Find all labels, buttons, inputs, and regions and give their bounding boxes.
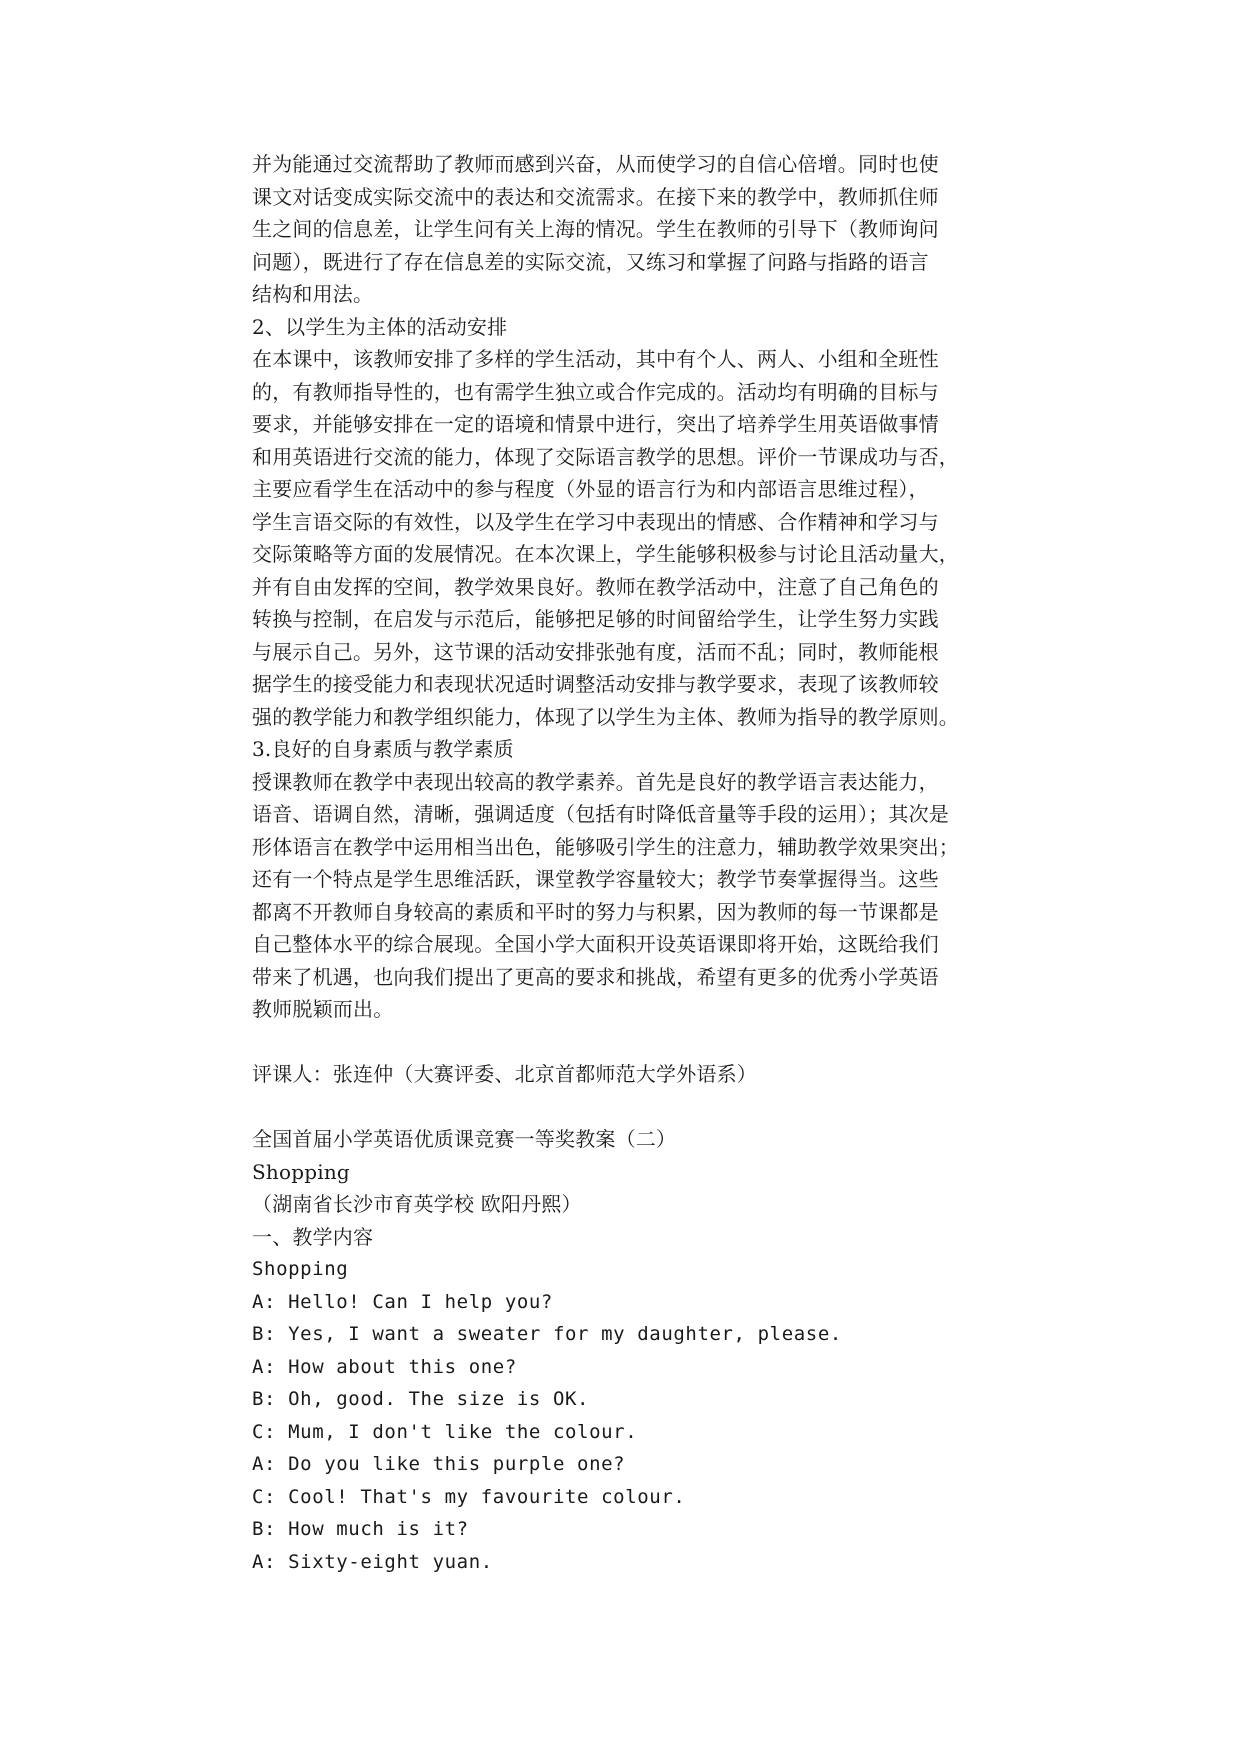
document-page xyxy=(252,148,992,1578)
text-line: 自己整体水平的综合展现。全国小学大面积开设英语课即将开始，这既给我们 xyxy=(252,932,939,956)
dialogue-line: C: Mum, I don't like the colour. xyxy=(252,1420,638,1443)
text-line: 形体语言在教学中运用相当出色，能够吸引学生的注意力，辅助教学效果突出； xyxy=(252,834,959,859)
lesson-title: 全国首届小学英语优质课竞赛一等奖教案（二） xyxy=(252,1127,677,1151)
text-line: 带来了机遇，也向我们提出了更高的要求和挑战，希望有更多的优秀小学英语 xyxy=(252,964,939,989)
section-heading-3: 3.良好的自身素质与教学素质 xyxy=(252,737,514,761)
text-line: 交际策略等方面的发展情况。在本次课上，学生能够积极参与讨论且活动量大， xyxy=(252,542,959,566)
dialogue-line: A: Do you like this purple one? xyxy=(252,1453,626,1475)
review-paragraph-2 xyxy=(252,343,992,733)
text-line: 生之间的信息差，让学生问有关上海的情况。学生在教师的引导下（教师询问 xyxy=(252,217,939,241)
spacer xyxy=(252,1026,992,1059)
text-line: 并有自由发挥的空间，教学效果良好。教师在教学活动中，注意了自己角色的 xyxy=(252,574,939,599)
text-line: 和用英语进行交流的能力，体现了交际语言教学的思想。评价一节课成功与否， xyxy=(252,444,959,469)
text-line: 授课教师在教学中表现出较高的教学素养。首先是良好的教学语言表达能力， xyxy=(252,769,939,794)
spacer xyxy=(252,1091,992,1124)
dialogue-line: A: Sixty-eight yuan. xyxy=(252,1550,493,1573)
dialogue-line: A: How about this one? xyxy=(252,1355,517,1378)
text-line: 据学生的接受能力和表现状况适时调整活动安排与教学要求，表现了该教师较 xyxy=(252,672,939,696)
text-line: 主要应看学生在活动中的参与程度（外显的语言行为和内部语言思维过程）， xyxy=(252,477,929,501)
content-title: Shopping xyxy=(252,1258,349,1280)
text-line: 与展示自己。另外，这节课的活动安排张弛有度，活而不乱；同时，教师能根 xyxy=(252,639,939,664)
text-line: 课文对话变成实际交流中的表达和交流需求。在接下来的教学中，教师抓住师 xyxy=(252,184,939,209)
text-line: 转换与控制，在启发与示范后，能够把足够的时间留给学生，让学生努力实践 xyxy=(252,607,939,631)
dialogue-block xyxy=(252,1253,992,1578)
review-paragraph-1 xyxy=(252,148,992,311)
text-line: 在本课中，该教师安排了多样的学生活动，其中有个人、两人、小组和全班性 xyxy=(252,347,939,371)
text-line: 的，有教师指导性的，也有需学生独立或合作完成的。活动均有明确的目标与 xyxy=(252,379,939,404)
review-paragraph-3 xyxy=(252,766,992,1026)
section-heading-content: 一、教学内容 xyxy=(252,1224,374,1249)
dialogue-line: B: Oh, good. The size is OK. xyxy=(252,1388,590,1410)
text-line: 都离不开教师自身较高的素质和平时的努力与积累，因为教师的每一节课都是 xyxy=(252,899,939,924)
text-line: 学生言语交际的有效性，以及学生在学习中表现出的情感、合作精神和学习与 xyxy=(252,509,939,534)
text-line: 语音、语调自然，清晰，强调适度（包括有时降低音量等手段的运用）；其次是 xyxy=(252,802,949,826)
text-line: 还有一个特点是学生思维活跃，课堂教学容量较大；教学节奏掌握得当。这些 xyxy=(252,867,939,891)
text-line: 要求，并能够安排在一定的语境和情景中进行，突出了培养学生用英语做事情 xyxy=(252,412,939,436)
text-line: 并为能通过交流帮助了教师而感到兴奋，从而使学习的自信心倍增。同时也使 xyxy=(252,152,939,176)
lesson-author: （湖南省长沙市育英学校 欧阳丹熙） xyxy=(252,1192,582,1216)
text-line: 教师脱颖而出。 xyxy=(252,997,394,1021)
text-line: 强的教学能力和教学组织能力，体现了以学生为主体、教师为指导的教学原则。 xyxy=(252,704,959,729)
dialogue-line: C: Cool! That's my favourite colour. xyxy=(252,1485,686,1508)
lesson-subtitle: Shopping xyxy=(252,1159,350,1184)
dialogue-line: B: Yes, I want a sweater for my daughter, please. xyxy=(252,1323,842,1345)
section-heading-2: 2、以学生为主体的活动安排 xyxy=(252,314,508,339)
text-line: 结构和用法。 xyxy=(252,282,374,306)
reviewer-credit: 评课人：张连仲（大赛评委、北京首都师范大学外语系） xyxy=(252,1062,757,1086)
dialogue-line: B: How much is it? xyxy=(252,1518,469,1540)
text-line: 问题），既进行了存在信息差的实际交流，又练习和掌握了问路与指路的语言 xyxy=(252,249,929,274)
dialogue-line: A: Hello! Can I help you? xyxy=(252,1290,553,1313)
